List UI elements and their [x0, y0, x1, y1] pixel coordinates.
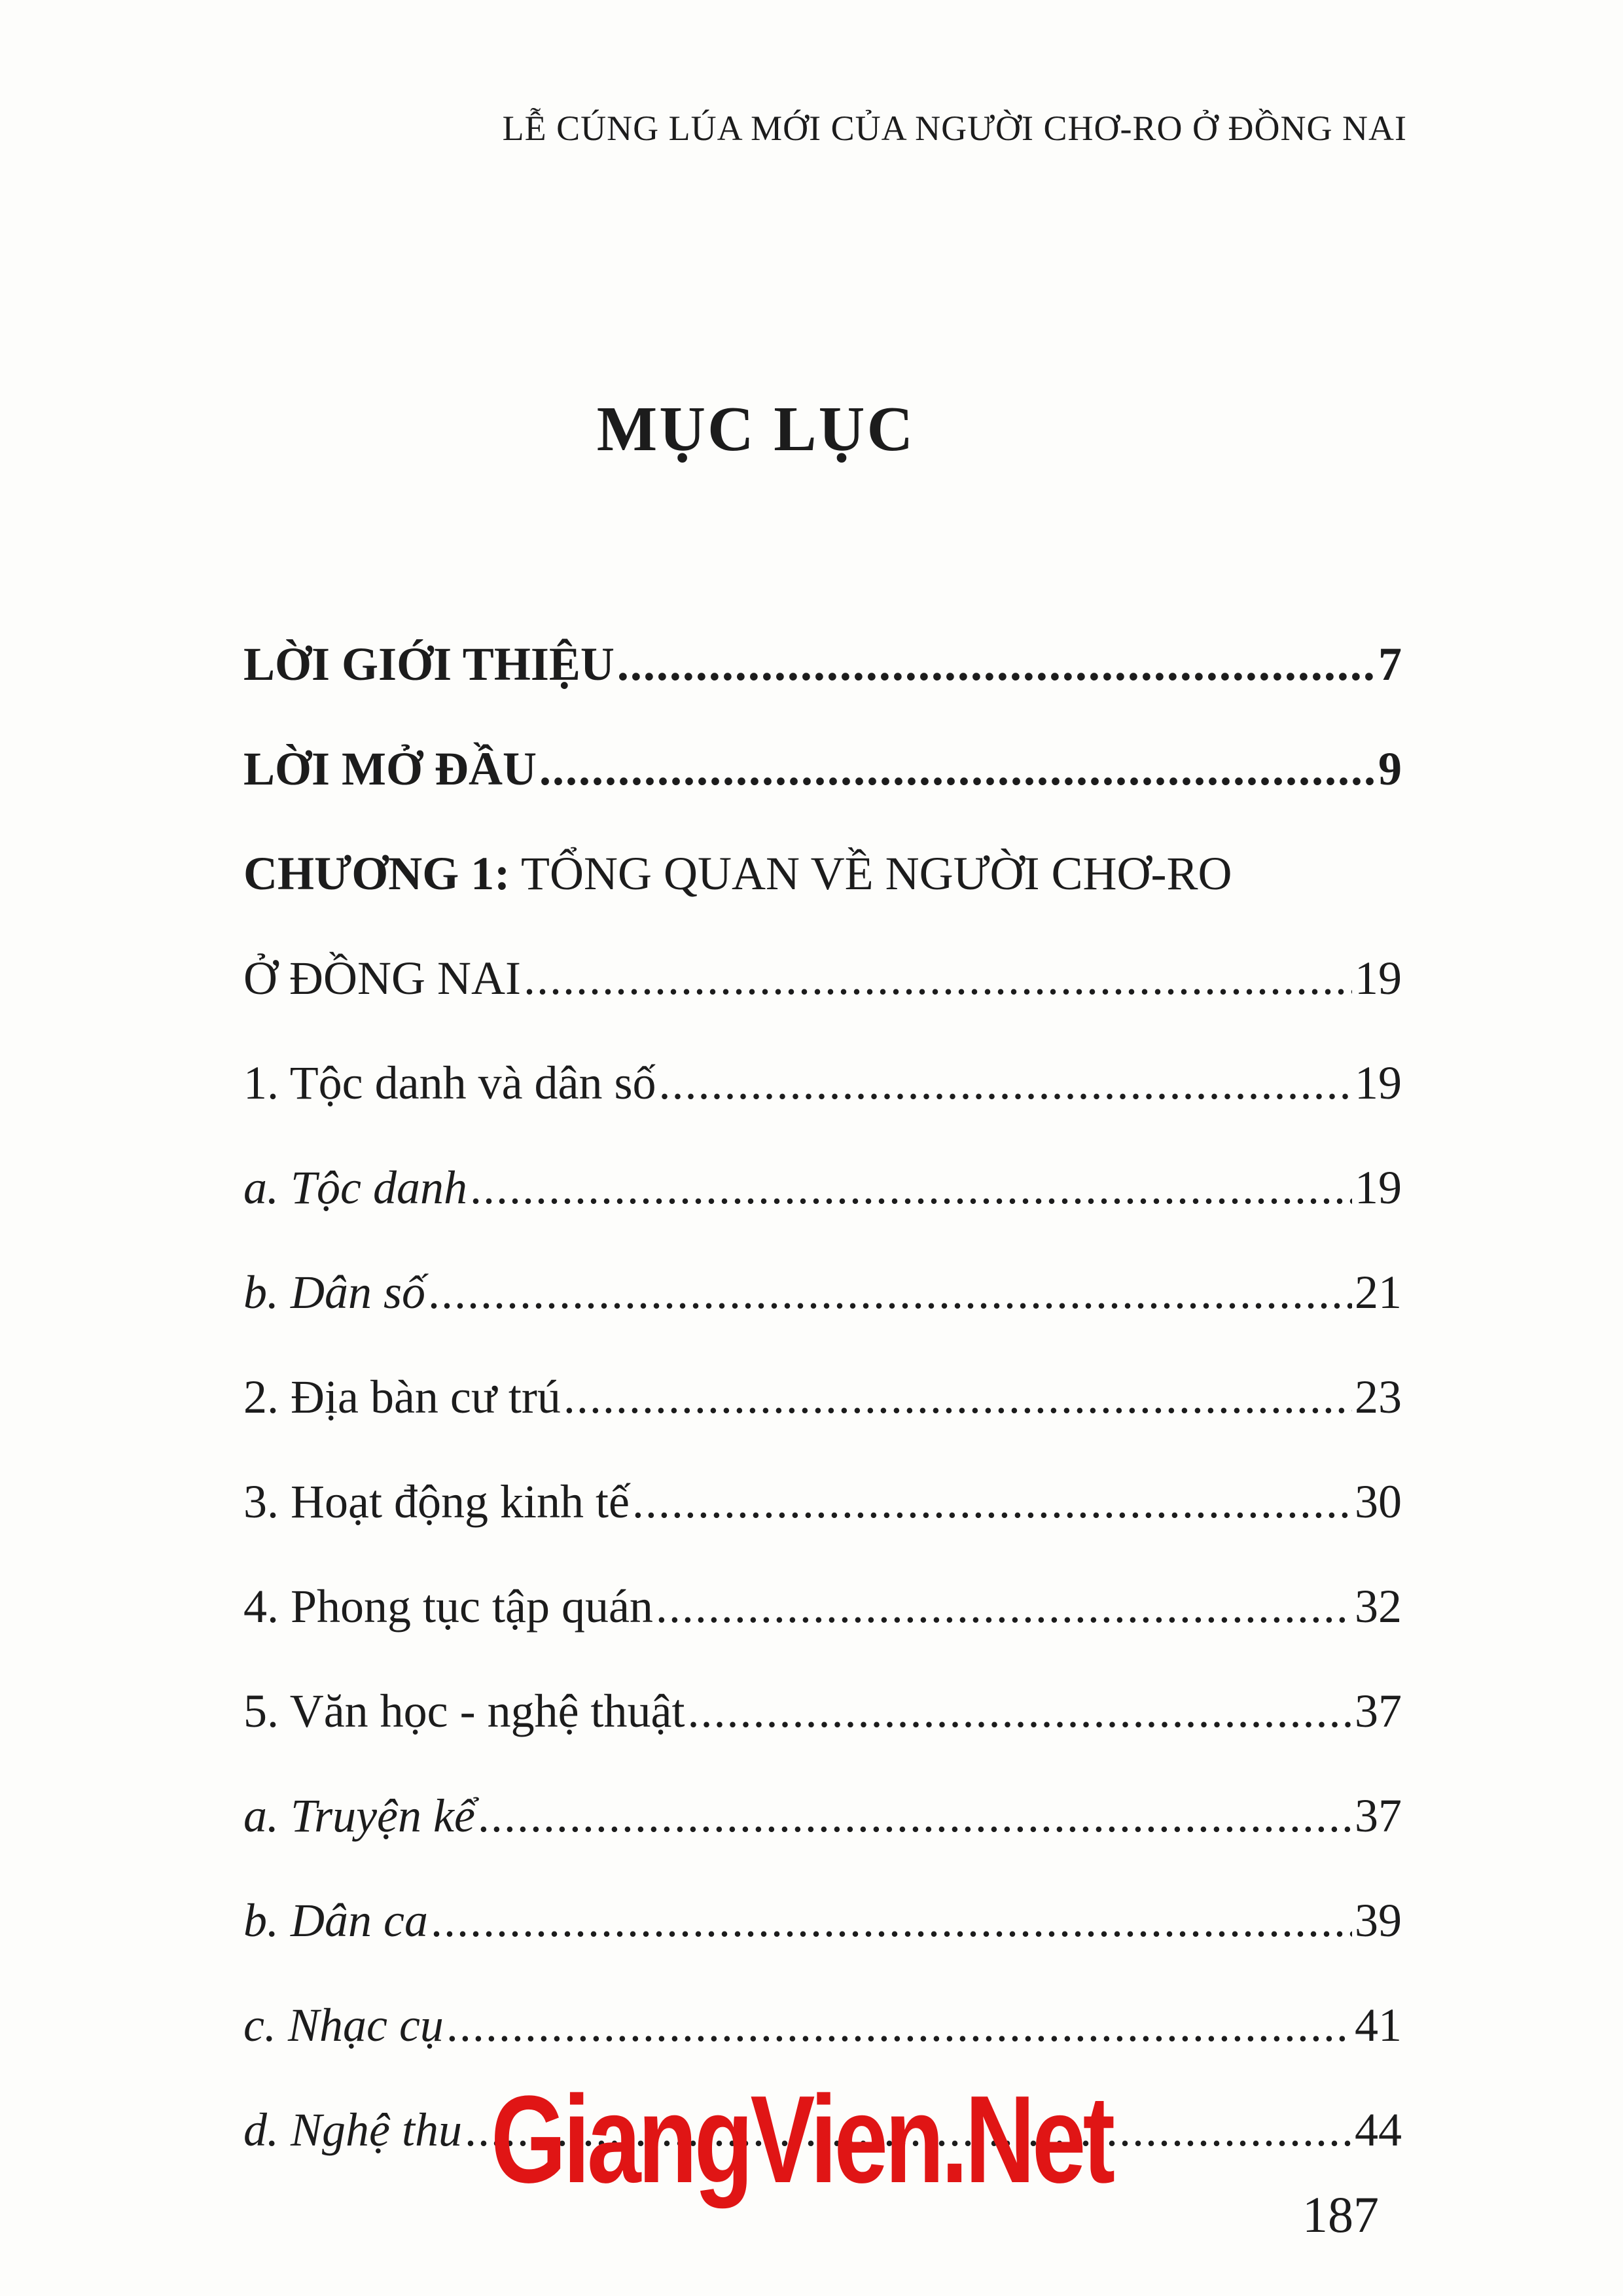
toc-entry-label: LỜI GIỚI THIỆU	[243, 638, 615, 690]
chapter-number: CHƯƠNG 1:	[243, 847, 510, 900]
page-title: MỤC LỤC	[596, 394, 916, 465]
chapter-heading[interactable]	[243, 821, 1402, 926]
toc-entry-page: 23	[1355, 1371, 1402, 1423]
dot-leader	[659, 1059, 1352, 1106]
dot-leader	[478, 1792, 1352, 1839]
toc-entry-label: b. Dân ca	[243, 1894, 428, 1947]
toc-entry-label: a. Tộc danh	[243, 1161, 467, 1214]
chapter-title: TỔNG QUAN VỀ NGƯỜI CHƠ-RO	[521, 847, 1232, 900]
toc-entry-preface[interactable]	[243, 716, 1402, 821]
toc-entry-page: 21	[1355, 1266, 1402, 1318]
dot-leader	[688, 1687, 1352, 1735]
toc-entry-label: 4. Phong tục tập quán	[243, 1580, 653, 1633]
dot-leader	[563, 1373, 1352, 1421]
dot-leader	[446, 2002, 1352, 2049]
toc-entry[interactable]	[243, 1031, 1402, 1135]
toc-entry-label: 1. Tộc danh và dân số	[243, 1057, 656, 1109]
toc-entry-chapter1[interactable]	[243, 926, 1402, 1031]
toc-entry[interactable]	[243, 1345, 1402, 1449]
toc-entry-label: d. Nghệ thu	[243, 2104, 462, 2156]
toc-entry-page: 30	[1355, 1475, 1402, 1528]
toc-entry[interactable]	[243, 1868, 1402, 1973]
toc-entry[interactable]	[243, 1973, 1402, 2077]
toc-entry-label: b. Dân số	[243, 1266, 426, 1318]
toc-entry-page: 7	[1378, 638, 1402, 690]
dot-leader	[428, 1269, 1352, 1316]
running-header: LỄ CÚNG LÚA MỚI CỦA NGƯỜI CHƠ-RO Ở ĐỒNG NAI	[502, 109, 1407, 148]
toc-entry[interactable]	[243, 1449, 1402, 1554]
toc-entry[interactable]	[243, 1659, 1402, 1763]
watermark: GiangVien.Net	[491, 2070, 1113, 2209]
toc-entry[interactable]	[243, 1135, 1402, 1240]
toc-entry-page: 9	[1378, 743, 1402, 795]
toc-entry-page: 37	[1355, 1790, 1402, 1842]
toc-entry[interactable]	[243, 1763, 1402, 1868]
toc-entry-label: Ở ĐỒNG NAI	[243, 952, 521, 1004]
toc-entry-page: 19	[1355, 1161, 1402, 1214]
dot-leader	[431, 1897, 1352, 1944]
toc-entry-label: LỜI MỞ ĐẦU	[243, 743, 537, 795]
toc-entry-page: 19	[1355, 1057, 1402, 1109]
toc-entry[interactable]	[243, 1554, 1402, 1659]
toc-entry-page: 37	[1355, 1685, 1402, 1737]
toc-entry-label: a. Truyện kể	[243, 1790, 475, 1842]
dot-leader	[656, 1583, 1352, 1630]
page-number: 187	[1302, 2186, 1379, 2243]
toc-entry-label: 2. Địa bàn cư trú	[243, 1371, 561, 1423]
dot-leader	[632, 1478, 1352, 1525]
toc-entry-label: c. Nhạc cụ	[243, 1999, 444, 2051]
dot-leader	[539, 745, 1376, 792]
toc-entry-label: 5. Văn học - nghệ thuật	[243, 1685, 685, 1737]
toc-entry-page: 41	[1355, 1999, 1402, 2051]
toc-entry-label: 3. Hoạt động kinh tế	[243, 1475, 630, 1528]
dot-leader	[524, 955, 1352, 1002]
toc-entry-page: 19	[1355, 952, 1402, 1004]
toc-entry-page: 32	[1355, 1580, 1402, 1633]
toc-entry-intro[interactable]	[243, 612, 1402, 716]
dot-leader	[470, 1164, 1352, 1211]
toc-entry[interactable]	[243, 1240, 1402, 1345]
dot-leader	[617, 641, 1376, 688]
toc-entry-page: 44	[1355, 2104, 1402, 2156]
toc-entry-page: 39	[1355, 1894, 1402, 1947]
table-of-contents	[243, 612, 1402, 2182]
